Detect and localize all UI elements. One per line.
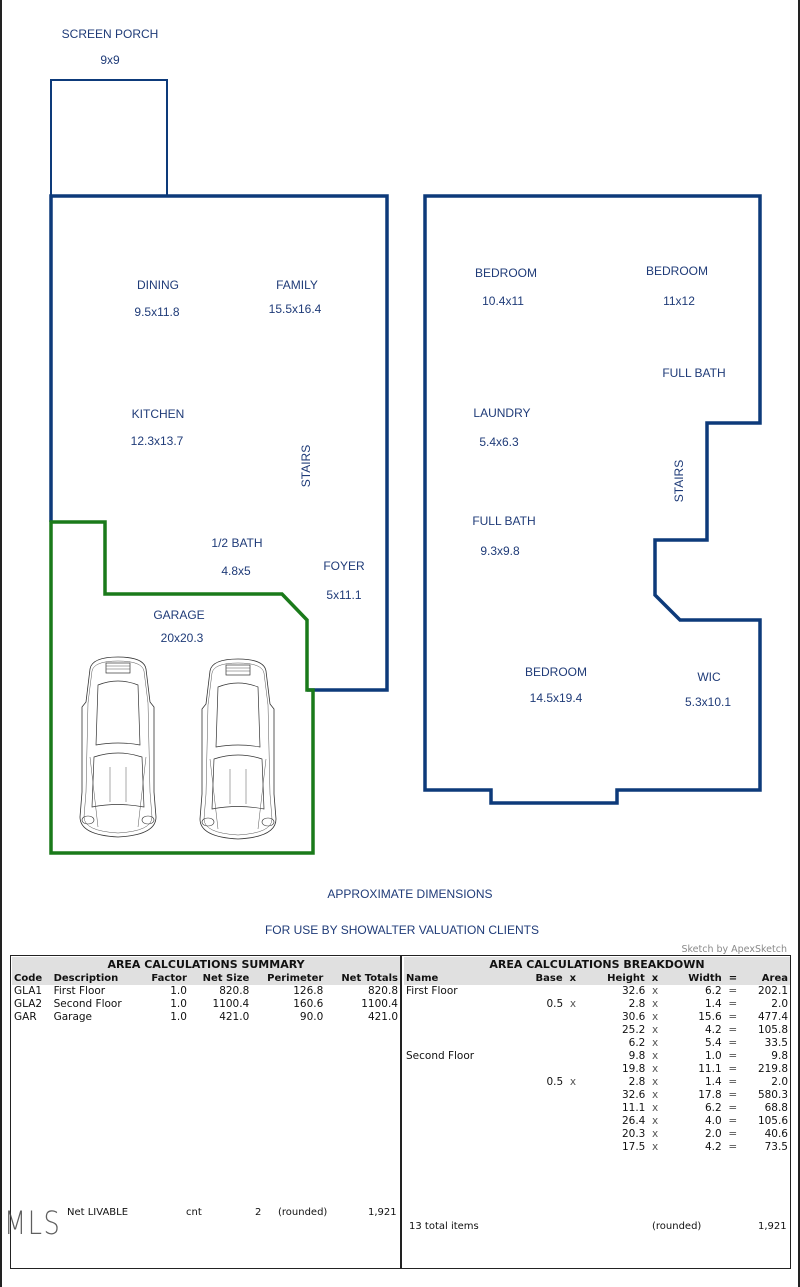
table-cell: Second Floor	[53, 998, 122, 1010]
cell-value: 2.0	[704, 1128, 722, 1140]
cell-value: 4.0	[704, 1115, 722, 1127]
cell-value: 73.5	[764, 1141, 788, 1153]
table-cell	[739, 998, 790, 1011]
table-cell: First Floor	[53, 985, 106, 997]
table-cell	[512, 1063, 578, 1076]
table-cell	[512, 1102, 578, 1115]
table-cell: 820.8	[219, 985, 250, 997]
table-cell	[660, 998, 739, 1011]
table-cell	[660, 1063, 739, 1076]
operator: x	[645, 1037, 659, 1049]
second-floor-outline	[425, 196, 760, 803]
room-label: BEDROOM	[645, 264, 709, 278]
room-dims: 15.5x16.4	[268, 302, 322, 316]
table-row	[404, 998, 790, 1011]
table-cell	[404, 1089, 512, 1102]
room-dims: 12.3x13.7	[130, 434, 184, 448]
cell-value: 6.2	[704, 985, 722, 997]
table-cell	[578, 1115, 660, 1128]
table-cell	[578, 1102, 660, 1115]
table-cell	[739, 985, 790, 998]
table-cell	[512, 1076, 578, 1089]
cell-value: 11.1	[621, 1102, 646, 1114]
net-livable-rounded: (rounded)	[278, 1207, 328, 1218]
cell-value: 9.8	[771, 1050, 788, 1062]
table-cell	[578, 998, 660, 1011]
table-cell	[404, 985, 512, 998]
operator: =	[721, 1037, 738, 1049]
room-dims: 9x9	[100, 53, 120, 67]
table-cell	[512, 1011, 578, 1024]
table-cell	[578, 1076, 660, 1089]
table-cell	[404, 1115, 512, 1128]
room-label: 1/2 BATH	[211, 536, 263, 550]
table-cell	[512, 1128, 578, 1141]
operator: x	[645, 1011, 659, 1023]
operator: x	[645, 1141, 659, 1153]
breakdown-rounded: (rounded)	[652, 1221, 702, 1232]
room-label: BEDROOM	[524, 665, 588, 679]
table-cell	[404, 1076, 512, 1089]
table-cell	[660, 1141, 739, 1154]
table-cell	[404, 998, 512, 1011]
operator: x	[645, 1128, 659, 1140]
col-header: Net Size	[189, 972, 251, 985]
operator: =	[721, 1115, 738, 1127]
room-dims: 5x11.1	[326, 588, 362, 602]
table-cell: 1.0	[170, 985, 187, 997]
operator: x	[563, 1076, 577, 1088]
table-cell	[512, 1115, 578, 1128]
operator: =	[721, 1076, 738, 1088]
room-label: FULL BATH	[472, 514, 536, 528]
table-cell	[578, 1011, 660, 1024]
table-cell: GLA1	[14, 985, 43, 997]
operator: x	[645, 998, 659, 1010]
table-cell	[660, 1089, 739, 1102]
table-cell	[512, 1050, 578, 1063]
table-cell	[660, 1102, 739, 1115]
table-cell	[512, 985, 578, 998]
table-cell	[404, 1141, 512, 1154]
table-cell: GLA2	[14, 998, 43, 1010]
cell-value: 40.6	[764, 1128, 788, 1140]
table-cell: Garage	[53, 1011, 93, 1023]
breakdown-total-items: 13 total items	[409, 1221, 479, 1232]
mls-watermark: MLS	[4, 1204, 62, 1242]
table-row	[404, 1102, 790, 1115]
table-cell	[660, 1050, 739, 1063]
table-cell: 160.6	[293, 998, 324, 1010]
table-row	[404, 1076, 790, 1089]
cell-value: 33.5	[764, 1037, 788, 1049]
table-cell	[512, 1141, 578, 1154]
table-row	[404, 1089, 790, 1102]
table-cell: 1100.4	[212, 998, 250, 1010]
table-cell	[660, 1037, 739, 1050]
operator: =	[721, 1063, 738, 1075]
cell-value: 26.4	[621, 1115, 646, 1127]
table-cell	[578, 1050, 660, 1063]
operator: =	[721, 1128, 738, 1140]
cell-value: Second Floor	[406, 1050, 475, 1062]
cell-value: 15.6	[698, 1011, 722, 1023]
operator: =	[721, 985, 738, 997]
breakdown-total: 1,921	[758, 1221, 787, 1232]
room-dims: 5.4x6.3	[479, 435, 519, 449]
col-header: Area	[739, 972, 790, 985]
table-cell	[578, 1024, 660, 1037]
operator: x	[645, 1063, 659, 1075]
net-livable-total: 1,921	[368, 1207, 397, 1218]
table-cell: 1100.4	[361, 998, 398, 1010]
cell-value: 219.8	[757, 1063, 788, 1075]
room-label: FULL BATH	[662, 366, 726, 380]
table-cell	[404, 1102, 512, 1115]
cell-value: 68.8	[764, 1102, 788, 1114]
cell-value: 105.8	[757, 1024, 788, 1036]
cell-value: 19.8	[621, 1063, 646, 1075]
car-icon	[80, 657, 156, 837]
operator: =	[721, 1141, 738, 1153]
cell-value: 9.8	[628, 1050, 646, 1062]
cell-value: 2.0	[771, 1076, 788, 1088]
cell-value: 1.4	[704, 998, 722, 1010]
operator: x	[645, 1050, 659, 1062]
table-cell	[512, 1037, 578, 1050]
cell-value: 5.4	[704, 1037, 722, 1049]
cell-value: 6.2	[704, 1102, 722, 1114]
room-label: FOYER	[323, 559, 365, 573]
room-dims: 9.3x9.8	[480, 544, 520, 558]
table-cell: GAR	[14, 1011, 37, 1023]
room-label: WIC	[697, 670, 721, 684]
col-header: Name	[404, 972, 512, 985]
net-livable-cnt: 2	[255, 1207, 262, 1218]
cell-value: 17.5	[621, 1141, 646, 1153]
cell-value: 11.1	[698, 1063, 722, 1075]
col-header: Description	[52, 972, 141, 985]
table-row	[12, 998, 400, 1011]
table-cell	[404, 1050, 512, 1063]
summary-title: AREA CALCULATIONS SUMMARY	[12, 957, 400, 972]
table-cell	[660, 1024, 739, 1037]
cell-value: 0.5	[546, 998, 564, 1010]
table-row	[404, 1063, 790, 1076]
table-row	[404, 1115, 790, 1128]
table-cell	[578, 1128, 660, 1141]
table-cell	[512, 1089, 578, 1102]
table-row	[12, 1011, 400, 1024]
table-cell	[660, 1076, 739, 1089]
garage-outline	[51, 522, 313, 853]
screen-porch-outline	[51, 80, 167, 196]
table-cell	[578, 1141, 660, 1154]
table-cell	[739, 1128, 790, 1141]
table-cell	[404, 1063, 512, 1076]
table-cell	[739, 1115, 790, 1128]
operator: x	[645, 1024, 659, 1036]
table-cell: 421.0	[367, 1011, 398, 1023]
table-cell	[578, 985, 660, 998]
cell-value: 202.1	[757, 985, 788, 997]
cell-value: 4.2	[704, 1024, 722, 1036]
table-cell	[578, 1089, 660, 1102]
cell-value: 1.0	[704, 1050, 722, 1062]
table-cell: 1.0	[170, 1011, 187, 1023]
cell-value: 4.2	[704, 1141, 722, 1153]
table-cell	[660, 1128, 739, 1141]
table-divider	[400, 955, 402, 1269]
car-icon	[200, 659, 276, 839]
net-livable-label: Net LIVABLE	[67, 1207, 129, 1218]
table-cell	[660, 1115, 739, 1128]
cell-value: 580.3	[757, 1089, 788, 1101]
table-cell	[578, 1063, 660, 1076]
table-cell: 90.0	[299, 1011, 324, 1023]
area-breakdown-panel	[404, 957, 790, 1154]
room-label: SCREEN PORCH	[61, 27, 159, 41]
net-livable-cnt-label: cnt	[186, 1207, 202, 1218]
table-row	[404, 1024, 790, 1037]
operator: x	[645, 1115, 659, 1127]
table-cell	[739, 1024, 790, 1037]
table-cell	[404, 1037, 512, 1050]
table-row	[12, 985, 400, 998]
area-summary-panel	[12, 957, 400, 1024]
breakdown-title: AREA CALCULATIONS BREAKDOWN	[404, 957, 790, 972]
room-label: LAUNDRY	[473, 406, 531, 420]
room-dims: 11x12	[663, 294, 695, 308]
table-cell: 820.8	[367, 985, 398, 997]
table-row	[404, 1011, 790, 1024]
cell-value: 2.0	[771, 998, 788, 1010]
table-cell	[660, 1011, 739, 1024]
first-floor-outline	[51, 196, 387, 690]
table-cell	[739, 1050, 790, 1063]
operator: x	[645, 985, 659, 997]
room-dims: 5.3x10.1	[684, 695, 732, 709]
col-header: Code	[12, 972, 52, 985]
client-note: FOR USE BY SHOWALTER VALUATION CLIENTS	[264, 923, 540, 937]
col-header: Base x	[512, 972, 578, 985]
table-row	[404, 985, 790, 998]
room-label: GARAGE	[153, 608, 205, 622]
sketch-credit: Sketch by ApexSketch	[681, 944, 787, 955]
room-label: DINING	[137, 278, 179, 292]
cell-value: 25.2	[621, 1024, 646, 1036]
cell-value: 20.3	[621, 1128, 646, 1140]
table-cell	[739, 1037, 790, 1050]
table-cell	[578, 1037, 660, 1050]
table-cell: 421.0	[219, 1011, 250, 1023]
room-dims: 10.4x11	[482, 294, 524, 308]
cell-value: 2.8	[628, 1076, 646, 1088]
cell-value: 0.5	[546, 1076, 564, 1088]
operator: =	[721, 1011, 738, 1023]
operator: x	[645, 1102, 659, 1114]
col-header: Net Totals	[325, 972, 400, 985]
table-cell	[660, 985, 739, 998]
cell-value: 32.6	[621, 1089, 646, 1101]
cell-value: 1.4	[704, 1076, 722, 1088]
col-header: Factor	[140, 972, 189, 985]
operator: x	[645, 1089, 659, 1101]
table-cell	[739, 1063, 790, 1076]
table-cell	[739, 1011, 790, 1024]
area-summary-table	[12, 957, 400, 1024]
table-row	[404, 1037, 790, 1050]
cell-value: 2.8	[628, 998, 646, 1010]
cell-value: 477.4	[757, 1011, 788, 1023]
table-cell	[739, 1141, 790, 1154]
col-header: Perimeter	[251, 972, 325, 985]
room-dims: 20x20.3	[160, 631, 204, 645]
table-cell: 126.8	[293, 985, 324, 997]
table-cell	[739, 1076, 790, 1089]
col-header: Height x	[578, 972, 660, 985]
table-cell	[404, 1024, 512, 1037]
cell-value: First Floor	[406, 985, 458, 997]
table-cell	[404, 1128, 512, 1141]
approximate-dimensions-note: APPROXIMATE DIMENSIONS	[327, 887, 493, 901]
operator: =	[721, 1050, 738, 1062]
cell-value: 105.6	[757, 1115, 788, 1127]
table-cell	[512, 1024, 578, 1037]
cell-value: 17.8	[698, 1089, 722, 1101]
operator: =	[721, 998, 738, 1010]
operator: =	[721, 1102, 738, 1114]
room-label: BEDROOM	[474, 266, 538, 280]
operator: =	[721, 1024, 738, 1036]
table-cell	[512, 998, 578, 1011]
table-cell	[739, 1102, 790, 1115]
table-row	[404, 1128, 790, 1141]
operator: =	[721, 1089, 738, 1101]
room-label: FAMILY	[276, 278, 318, 292]
room-dims: 4.8x5	[221, 564, 251, 578]
room-label: STAIRS	[299, 444, 313, 488]
table-cell	[404, 1011, 512, 1024]
col-header: Width =	[660, 972, 739, 985]
cell-value: 30.6	[621, 1011, 646, 1023]
room-dims: 14.5x19.4	[529, 691, 583, 705]
area-breakdown-table	[404, 957, 790, 1154]
cell-value: 6.2	[628, 1037, 646, 1049]
operator: x	[645, 1076, 659, 1088]
operator: x	[563, 998, 577, 1010]
table-row	[404, 1050, 790, 1063]
table-cell: 1.0	[170, 998, 187, 1010]
table-row	[404, 1141, 790, 1154]
room-label: STAIRS	[672, 459, 686, 503]
room-label: KITCHEN	[131, 407, 185, 421]
room-dims: 9.5x11.8	[134, 305, 180, 319]
cell-value: 32.6	[621, 985, 646, 997]
table-cell	[739, 1089, 790, 1102]
